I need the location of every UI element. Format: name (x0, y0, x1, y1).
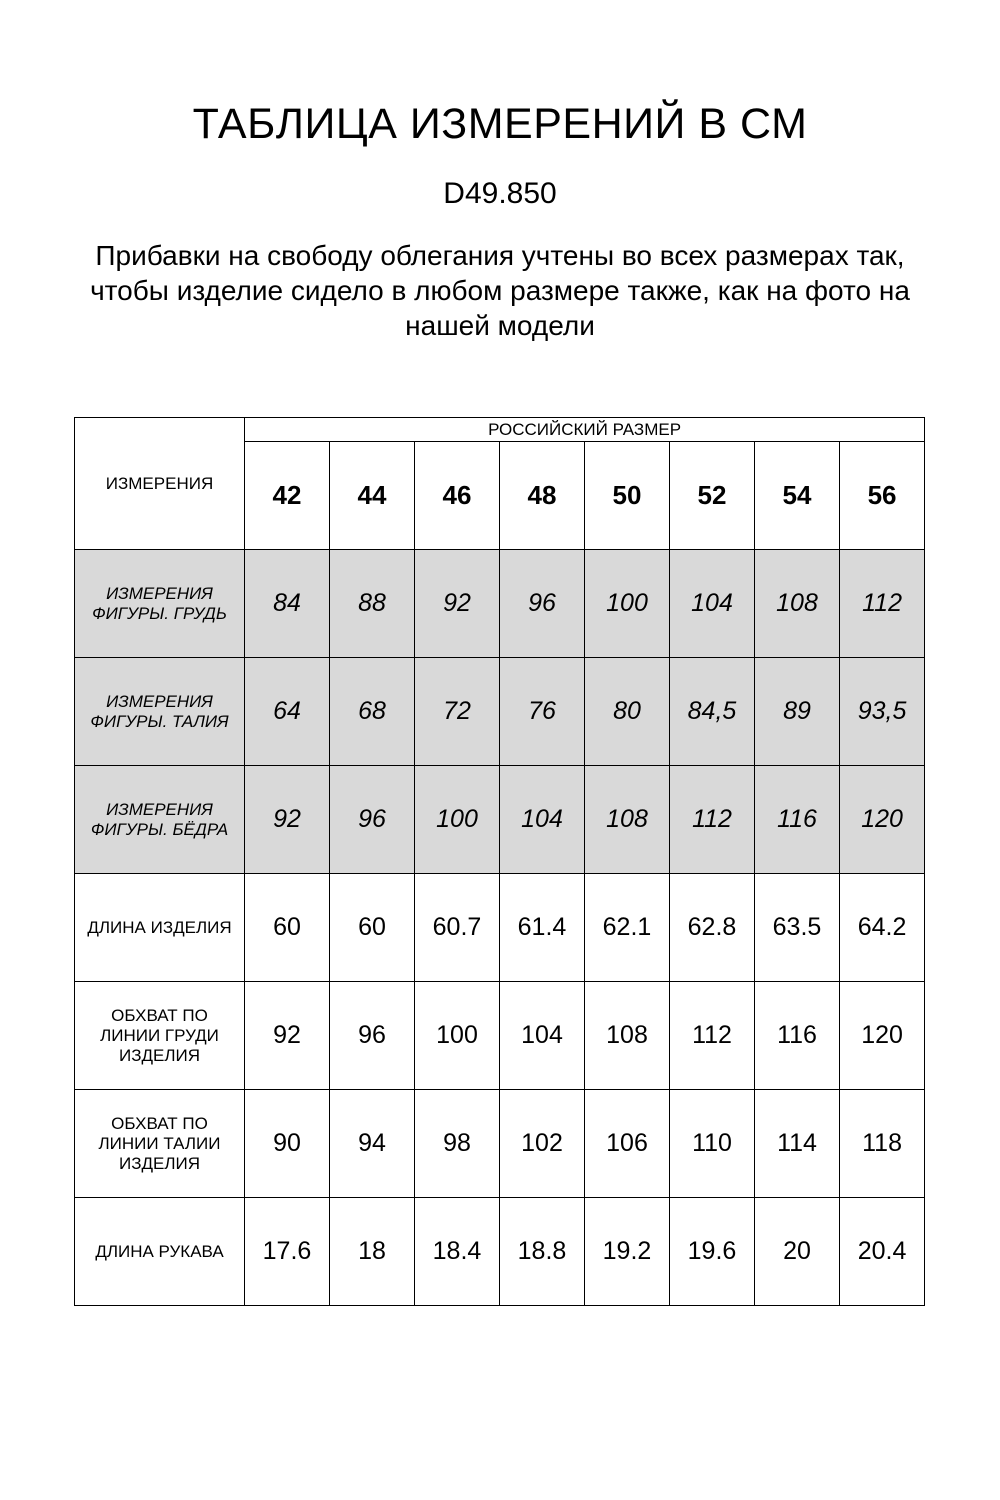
value-cell: 64 (245, 658, 330, 766)
value-cell: 92 (245, 766, 330, 874)
value-cell: 60.7 (415, 874, 500, 982)
value-cell: 18.8 (500, 1198, 585, 1306)
value-cell: 64.2 (840, 874, 925, 982)
size-header-cell: 48 (500, 442, 585, 550)
value-cell: 18.4 (415, 1198, 500, 1306)
row-label-line: ЛИНИИ ТАЛИИ (98, 1133, 221, 1153)
value-cell: 104 (500, 982, 585, 1090)
row-label-line: ИЗМЕРЕНИЯ (106, 583, 213, 603)
row-label-line: ОБХВАТ ПО (111, 1113, 208, 1133)
value-cell: 100 (415, 766, 500, 874)
value-cell: 116 (755, 982, 840, 1090)
value-cell: 96 (330, 982, 415, 1090)
value-cell: 72 (415, 658, 500, 766)
value-cell: 19.2 (585, 1198, 670, 1306)
value-cell: 114 (755, 1090, 840, 1198)
row-label (75, 550, 245, 658)
value-cell: 120 (840, 982, 925, 1090)
row-label (75, 1090, 245, 1198)
value-cell: 116 (755, 766, 840, 874)
value-cell: 76 (500, 658, 585, 766)
value-cell: 20 (755, 1198, 840, 1306)
row-label-line: ФИГУРЫ. ТАЛИЯ (90, 711, 229, 731)
value-cell: 112 (670, 982, 755, 1090)
value-cell: 60 (245, 874, 330, 982)
row-garment-length (75, 874, 925, 982)
row-label (75, 766, 245, 874)
value-cell: 118 (840, 1090, 925, 1198)
size-header-cell: 56 (840, 442, 925, 550)
value-cell: 84,5 (670, 658, 755, 766)
value-cell: 120 (840, 766, 925, 874)
fit-note: Прибавки на свободу облегания учтены во всех размерах так, чтобы изделие сидело в любом размере также, как на фото на нашей модели (90, 240, 910, 341)
value-cell: 89 (755, 658, 840, 766)
value-cell: 17.6 (245, 1198, 330, 1306)
value-cell: 94 (330, 1090, 415, 1198)
value-cell: 102 (500, 1090, 585, 1198)
row-hips-body (75, 766, 925, 874)
article-code: D49.850 (443, 177, 557, 210)
row-label-line: ДЛИНА ИЗДЕЛИЯ (87, 917, 232, 937)
value-cell: 68 (330, 658, 415, 766)
size-header-cell: 42 (245, 442, 330, 550)
row-label-line: ДЛИНА РУКАВА (95, 1241, 224, 1261)
value-cell: 90 (245, 1090, 330, 1198)
value-cell: 60 (330, 874, 415, 982)
value-cell: 108 (585, 766, 670, 874)
value-cell: 92 (415, 550, 500, 658)
row-chest-body (75, 550, 925, 658)
row-label-line: ОБХВАТ ПО (111, 1005, 208, 1025)
value-cell: 108 (755, 550, 840, 658)
row-label-line: ИЗДЕЛИЯ (119, 1153, 200, 1173)
row-label-line: ЛИНИИ ГРУДИ (100, 1025, 219, 1045)
value-cell: 19.6 (670, 1198, 755, 1306)
value-cell: 104 (500, 766, 585, 874)
value-cell: 96 (330, 766, 415, 874)
value-cell: 88 (330, 550, 415, 658)
value-cell: 63.5 (755, 874, 840, 982)
row-label (75, 874, 245, 982)
size-header-cell: 52 (670, 442, 755, 550)
measurements-header: ИЗМЕРЕНИЯ (75, 418, 245, 550)
size-header-cell: 44 (330, 442, 415, 550)
value-cell: 112 (670, 766, 755, 874)
value-cell: 84 (245, 550, 330, 658)
row-sleeve-length (75, 1198, 925, 1306)
value-cell: 18 (330, 1198, 415, 1306)
size-table (74, 417, 925, 1306)
row-label-line: ИЗМЕРЕНИЯ (106, 799, 213, 819)
page-title: ТАБЛИЦА ИЗМЕРЕНИЙ В СМ (192, 100, 808, 148)
russian-size-header: РОССИЙСКИЙ РАЗМЕР (245, 418, 925, 442)
size-header-cell: 46 (415, 442, 500, 550)
row-garment-waist (75, 1090, 925, 1198)
value-cell: 93,5 (840, 658, 925, 766)
row-waist-body (75, 658, 925, 766)
value-cell: 108 (585, 982, 670, 1090)
value-cell: 106 (585, 1090, 670, 1198)
row-label-line: ИЗДЕЛИЯ (119, 1045, 200, 1065)
row-label (75, 658, 245, 766)
row-label-line: ФИГУРЫ. БЁДРА (90, 819, 229, 839)
row-garment-chest (75, 982, 925, 1090)
value-cell: 61.4 (500, 874, 585, 982)
row-label-line: ФИГУРЫ. ГРУДЬ (92, 603, 227, 623)
value-cell: 110 (670, 1090, 755, 1198)
value-cell: 112 (840, 550, 925, 658)
value-cell: 100 (415, 982, 500, 1090)
value-cell: 98 (415, 1090, 500, 1198)
value-cell: 100 (585, 550, 670, 658)
value-cell: 20.4 (840, 1198, 925, 1306)
value-cell: 104 (670, 550, 755, 658)
value-cell: 92 (245, 982, 330, 1090)
row-label (75, 982, 245, 1090)
size-header-cell: 54 (755, 442, 840, 550)
row-label-line: ИЗМЕРЕНИЯ (106, 691, 213, 711)
size-header-cell: 50 (585, 442, 670, 550)
value-cell: 96 (500, 550, 585, 658)
value-cell: 62.1 (585, 874, 670, 982)
value-cell: 62.8 (670, 874, 755, 982)
row-label (75, 1198, 245, 1306)
value-cell: 80 (585, 658, 670, 766)
